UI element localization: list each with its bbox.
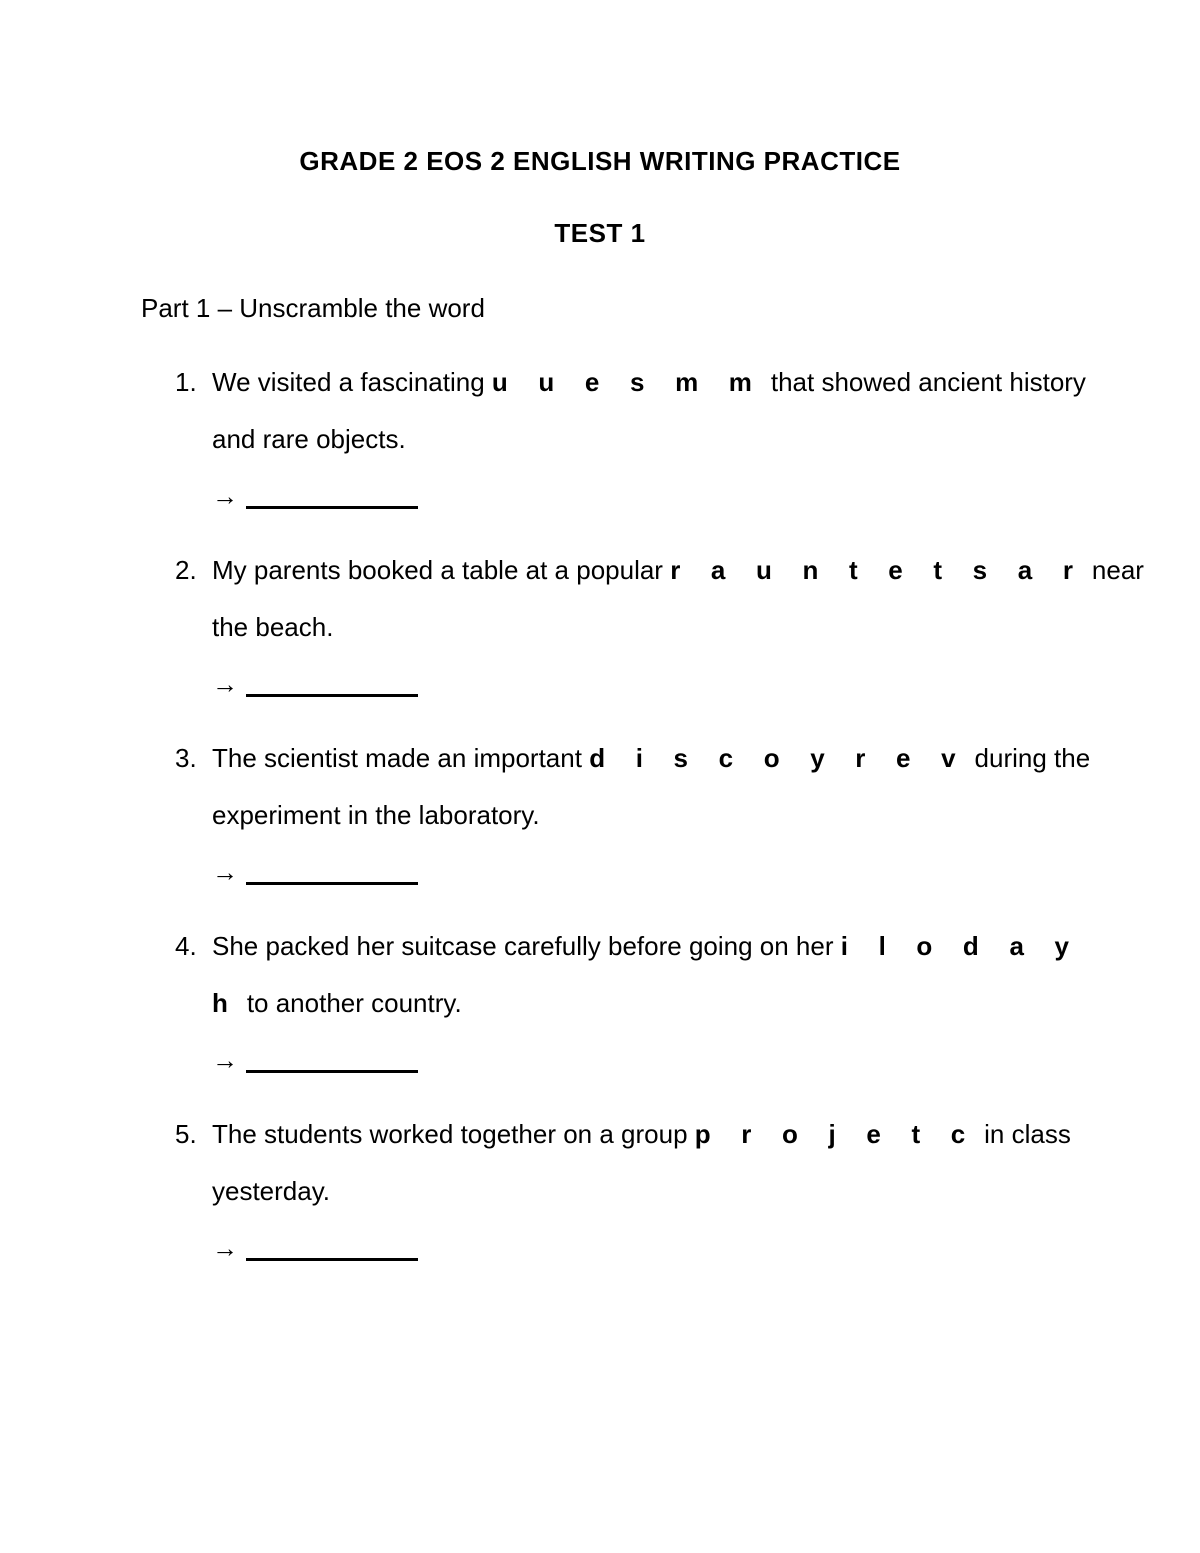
part-heading: Part 1 – Unscramble the word [141,293,485,323]
question-item [175,551,1144,722]
question-text-continued: that showed ancient history [763,367,1086,397]
question-item [175,739,1091,910]
question-line-2 [175,420,1075,477]
question-text-line-2: yesterday. [212,1176,331,1206]
question-text: The scientist made an important [212,743,590,773]
question-number: 4. [175,931,197,961]
question-item [175,363,1086,534]
question-text: We visited a fascinating [212,367,492,397]
test-heading: TEST 1 [554,218,646,248]
scrambled-word: i l o d a y [840,931,1081,961]
arrow-icon: → [212,1045,238,1075]
question-number: 5. [175,1119,197,1149]
arrow-icon: → [212,481,238,511]
answer-blank[interactable] [246,1048,418,1073]
answer-blank[interactable] [246,484,418,509]
scrambled-word: r a u n t e t s a r [670,555,1085,585]
question-line-2 [175,984,1075,1041]
document-title: GRADE 2 EOS 2 ENGLISH WRITING PRACTICE [299,146,901,176]
scrambled-word-continued: h [212,988,240,1018]
question-number: 1. [175,367,197,397]
answer-line [175,477,1075,534]
answer-blank[interactable] [246,860,418,885]
answer-blank[interactable] [246,1236,418,1261]
question-text: The students worked together on a group [212,1119,695,1149]
question-text-line-2: to another country. [239,988,462,1018]
question-text: She packed her suitcase carefully before going on her [212,931,841,961]
question-line-1 [175,739,1091,796]
question-number: 2. [175,555,197,585]
scrambled-word: u u e s m m [491,367,764,397]
question-line-2 [175,608,1075,665]
question-line-1 [175,551,1144,608]
question-text: My parents booked a table at a popular [212,555,671,585]
question-item [175,927,1081,1098]
arrow-icon: → [212,1233,238,1263]
question-line-1 [175,927,1081,984]
answer-line [175,665,1075,722]
arrow-icon: → [212,857,238,887]
answer-line [175,1041,1075,1098]
question-number: 3. [175,743,197,773]
question-text-continued: near [1084,555,1144,585]
question-text-line-2: the beach. [212,612,334,642]
question-text-continued: in class [976,1119,1071,1149]
question-item [175,1115,1075,1286]
question-line-2 [175,796,1075,853]
answer-line [175,1229,1075,1286]
question-line-1 [175,363,1086,420]
question-text-line-2: and rare objects. [212,424,406,454]
question-text-continued: during the [967,743,1091,773]
answer-blank[interactable] [246,672,418,697]
question-line-2 [175,1172,1075,1229]
answer-line [175,853,1075,910]
question-line-1 [175,1115,1075,1172]
scrambled-word: p r o j e t c [694,1119,977,1149]
question-text-line-2: experiment in the laboratory. [212,800,540,830]
scrambled-word: d i s c o y r e v [589,743,968,773]
arrow-icon: → [212,669,238,699]
